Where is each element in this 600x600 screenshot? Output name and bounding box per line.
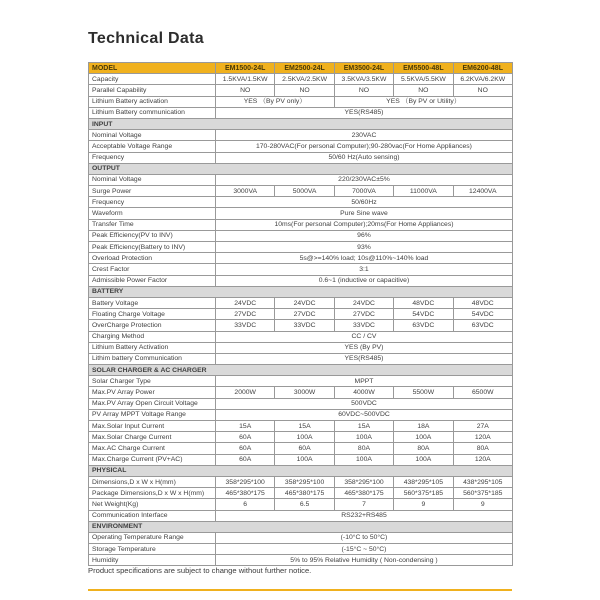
table-row — [89, 454, 513, 465]
cell-value: 438*295*105 — [453, 476, 512, 487]
cell-value: NO — [453, 85, 512, 96]
row-label: Parallel Capability — [89, 85, 216, 96]
cell-value-merged: 50/60 Hz(Auto sensing) — [216, 152, 513, 163]
cell-value-merged: YES(RS485) — [216, 107, 513, 118]
row-label: Lithium Battery activation — [89, 96, 216, 107]
table-row — [89, 476, 513, 487]
table-row — [89, 555, 513, 566]
table-row — [89, 297, 513, 308]
row-label: Dimensions,D x W x H(mm) — [89, 476, 216, 487]
cell-value: 24VDC — [275, 297, 334, 308]
row-label: Floating Charge Voltage — [89, 309, 216, 320]
row-label: Lithim battery Communication — [89, 353, 216, 364]
table-row — [89, 96, 513, 107]
cell-value: 7 — [334, 499, 393, 510]
table-row — [89, 219, 513, 230]
model-name-cell: EM3500-24L — [334, 63, 393, 74]
row-label: Max.PV Array Open Circuit Voltage — [89, 398, 216, 409]
cell-value: 358*295*100 — [275, 476, 334, 487]
cell-value: 100A — [275, 454, 334, 465]
cell-value: 27VDC — [216, 309, 275, 320]
row-label: Package Dimensions,D x W x H(mm) — [89, 488, 216, 499]
table-row — [89, 186, 513, 197]
cell-value: 100A — [334, 432, 393, 443]
cell-value: 100A — [334, 454, 393, 465]
row-label: Capacity — [89, 74, 216, 85]
cell-value: 120A — [453, 432, 512, 443]
row-label: Nominal Voltage — [89, 174, 216, 185]
row-label: Frequency — [89, 197, 216, 208]
row-label: Max.Solar Input Current — [89, 421, 216, 432]
cell-value: 7000VA — [334, 186, 393, 197]
cell-value: 24VDC — [334, 297, 393, 308]
cell-value-merged: YES (By PV) — [216, 342, 513, 353]
table-row — [89, 152, 513, 163]
cell-value-merged: 93% — [216, 242, 513, 253]
cell-value: 560*375*185 — [453, 488, 512, 499]
cell-value: NO — [275, 85, 334, 96]
row-label: Surge Power — [89, 186, 216, 197]
row-label: Nominal Voltage — [89, 130, 216, 141]
row-label: Peak Efficiency(PV to INV) — [89, 230, 216, 241]
cell-value: 27A — [453, 421, 512, 432]
cell-value: 560*375*185 — [394, 488, 453, 499]
cell-value: 15A — [216, 421, 275, 432]
table-row — [89, 85, 513, 96]
model-label-cell: MODEL — [89, 63, 216, 74]
cell-value-merged: 220/230VAC±5% — [216, 174, 513, 185]
table-row — [89, 443, 513, 454]
row-label: Storage Temperature — [89, 544, 216, 555]
cell-value-merged: 5% to 95% Relative Humidity ( Non-condensing ) — [216, 555, 513, 566]
cell-value: 6500W — [453, 387, 512, 398]
table-row — [89, 387, 513, 398]
cell-value-merged: (-10°C to 50°C) — [216, 532, 513, 543]
spec-table-body — [89, 63, 513, 566]
row-label: Max.Solar Charge Current — [89, 432, 216, 443]
row-label: Battery Voltage — [89, 297, 216, 308]
table-row — [89, 118, 513, 129]
row-label: Peak Efficiency(Battery to INV) — [89, 242, 216, 253]
row-label: Lithium Battery communication — [89, 107, 216, 118]
row-label: Max.PV Array Power — [89, 387, 216, 398]
section-header: SOLAR CHARGER & AC CHARGER — [89, 365, 513, 376]
cell-value-merged: 170-280VAC(For personal Computer);90-280vac(For Home Appliances) — [216, 141, 513, 152]
table-row — [89, 532, 513, 543]
cell-value-merged: RS232+RS485 — [216, 510, 513, 521]
table-row — [89, 499, 513, 510]
row-label: Waveform — [89, 208, 216, 219]
row-label: Solar Charger Type — [89, 376, 216, 387]
cell-value-merged: 96% — [216, 230, 513, 241]
cell-value: 100A — [394, 432, 453, 443]
cell-value: 9 — [394, 499, 453, 510]
cell-value: NO — [334, 85, 393, 96]
table-row — [89, 242, 513, 253]
table-row — [89, 174, 513, 185]
cell-value: 358*295*100 — [216, 476, 275, 487]
cell-value-merged: YES(RS485) — [216, 353, 513, 364]
table-row — [89, 353, 513, 364]
table-row — [89, 107, 513, 118]
row-label: Acceptable Voltage Range — [89, 141, 216, 152]
table-row — [89, 208, 513, 219]
table-row — [89, 197, 513, 208]
technical-data-table — [88, 62, 513, 566]
cell-value-left-span: YES （By PV only） — [216, 96, 335, 107]
section-header: OUTPUT — [89, 163, 513, 174]
cell-value-merged: CC / CV — [216, 331, 513, 342]
cell-value: 6.5 — [275, 499, 334, 510]
table-row — [89, 376, 513, 387]
table-row — [89, 264, 513, 275]
cell-value-merged: 10ms(For personal Computer);20ms(For Home Appliances) — [216, 219, 513, 230]
table-row — [89, 465, 513, 476]
table-row — [89, 74, 513, 85]
row-label: Charging Method — [89, 331, 216, 342]
cell-value: 80A — [394, 443, 453, 454]
cell-value: 18A — [394, 421, 453, 432]
table-row — [89, 521, 513, 532]
section-header: ENVIRONMENT — [89, 521, 513, 532]
cell-value: 60A — [216, 454, 275, 465]
cell-value: 3.5KVA/3.5KW — [334, 74, 393, 85]
table-row — [89, 488, 513, 499]
model-name-cell: EM5500-48L — [394, 63, 453, 74]
cell-value: 27VDC — [275, 309, 334, 320]
table-row — [89, 544, 513, 555]
cell-value: 27VDC — [334, 309, 393, 320]
cell-value: 24VDC — [216, 297, 275, 308]
cell-value-merged: 5s@>=140% load; 10s@110%~140% load — [216, 253, 513, 264]
section-header: PHYSICAL — [89, 465, 513, 476]
cell-value: 6 — [216, 499, 275, 510]
cell-value: 100A — [394, 454, 453, 465]
table-row — [89, 331, 513, 342]
cell-value: 63VDC — [453, 320, 512, 331]
table-row — [89, 398, 513, 409]
row-label: Admissible Power Factor — [89, 275, 216, 286]
cell-value: 60A — [216, 432, 275, 443]
table-row — [89, 409, 513, 420]
cell-value-merged: 50/60Hz — [216, 197, 513, 208]
cell-value: 54VDC — [394, 309, 453, 320]
table-row — [89, 230, 513, 241]
cell-value: NO — [394, 85, 453, 96]
page-title: Technical Data — [88, 30, 204, 47]
cell-value-merged: Pure Sine wave — [216, 208, 513, 219]
cell-value: 465*380*175 — [275, 488, 334, 499]
cell-value-right-span: YES （By PV or Utility） — [334, 96, 512, 107]
table-row — [89, 320, 513, 331]
row-label: Max.Charge Current (PV+AC) — [89, 454, 216, 465]
table-row — [89, 275, 513, 286]
cell-value: 5500W — [394, 387, 453, 398]
table-row — [89, 141, 513, 152]
cell-value: 465*380*175 — [216, 488, 275, 499]
accent-divider — [88, 589, 512, 591]
cell-value: 2.5KVA/2.5KW — [275, 74, 334, 85]
cell-value: 60A — [275, 443, 334, 454]
table-row — [89, 130, 513, 141]
cell-value: 15A — [334, 421, 393, 432]
cell-value: 100A — [275, 432, 334, 443]
cell-value: 33VDC — [275, 320, 334, 331]
row-label: Frequency — [89, 152, 216, 163]
model-name-cell: EM1500-24L — [216, 63, 275, 74]
table-row — [89, 365, 513, 376]
table-row — [89, 342, 513, 353]
cell-value: 2000W — [216, 387, 275, 398]
cell-value: 60A — [216, 443, 275, 454]
table-row — [89, 286, 513, 297]
cell-value-merged: 230VAC — [216, 130, 513, 141]
cell-value-merged: (-15°C ~ 50°C) — [216, 544, 513, 555]
cell-value: 11000VA — [394, 186, 453, 197]
table-row — [89, 163, 513, 174]
row-label: Communication Interface — [89, 510, 216, 521]
cell-value-merged: 3:1 — [216, 264, 513, 275]
section-header: BATTERY — [89, 286, 513, 297]
cell-value: 3000VA — [216, 186, 275, 197]
cell-value: 5.5KVA/5.5KW — [394, 74, 453, 85]
cell-value: 438*295*105 — [394, 476, 453, 487]
cell-value: 465*380*175 — [334, 488, 393, 499]
row-label: Net Weight(Kg) — [89, 499, 216, 510]
cell-value: 80A — [334, 443, 393, 454]
cell-value: 33VDC — [216, 320, 275, 331]
cell-value: 1.5KVA/1.5KW — [216, 74, 275, 85]
cell-value-merged: 500VDC — [216, 398, 513, 409]
cell-value: 5000VA — [275, 186, 334, 197]
cell-value: 48VDC — [394, 297, 453, 308]
row-label: Transfer Time — [89, 219, 216, 230]
table-row — [89, 309, 513, 320]
row-label: Lithium Battery Activation — [89, 342, 216, 353]
cell-value-merged: 0.6~1 (inductive or capacitive) — [216, 275, 513, 286]
cell-value: 54VDC — [453, 309, 512, 320]
model-name-cell: EM6200-48L — [453, 63, 512, 74]
row-label: Crest Factor — [89, 264, 216, 275]
model-name-cell: EM2500-24L — [275, 63, 334, 74]
cell-value: NO — [216, 85, 275, 96]
cell-value-merged: MPPT — [216, 376, 513, 387]
cell-value: 6.2KVA/6.2KW — [453, 74, 512, 85]
row-label: Humidity — [89, 555, 216, 566]
row-label: OverCharge Protection — [89, 320, 216, 331]
row-label: PV Array MPPT Voltage Range — [89, 409, 216, 420]
cell-value: 120A — [453, 454, 512, 465]
cell-value: 48VDC — [453, 297, 512, 308]
cell-value: 15A — [275, 421, 334, 432]
table-row — [89, 510, 513, 521]
cell-value-merged: 60VDC~500VDC — [216, 409, 513, 420]
cell-value: 80A — [453, 443, 512, 454]
cell-value: 358*295*100 — [334, 476, 393, 487]
table-row — [89, 421, 513, 432]
model-header-row — [89, 63, 513, 74]
cell-value: 12400VA — [453, 186, 512, 197]
row-label: Max.AC Charge Current — [89, 443, 216, 454]
cell-value: 9 — [453, 499, 512, 510]
row-label: Operating Temperature Range — [89, 532, 216, 543]
table-row — [89, 432, 513, 443]
cell-value: 4000W — [334, 387, 393, 398]
cell-value: 63VDC — [394, 320, 453, 331]
footer-note: Product specifications are subject to change without further notice. — [88, 566, 312, 575]
section-header: INPUT — [89, 118, 513, 129]
cell-value: 33VDC — [334, 320, 393, 331]
table-row — [89, 253, 513, 264]
row-label: Overload Protection — [89, 253, 216, 264]
cell-value: 3000W — [275, 387, 334, 398]
